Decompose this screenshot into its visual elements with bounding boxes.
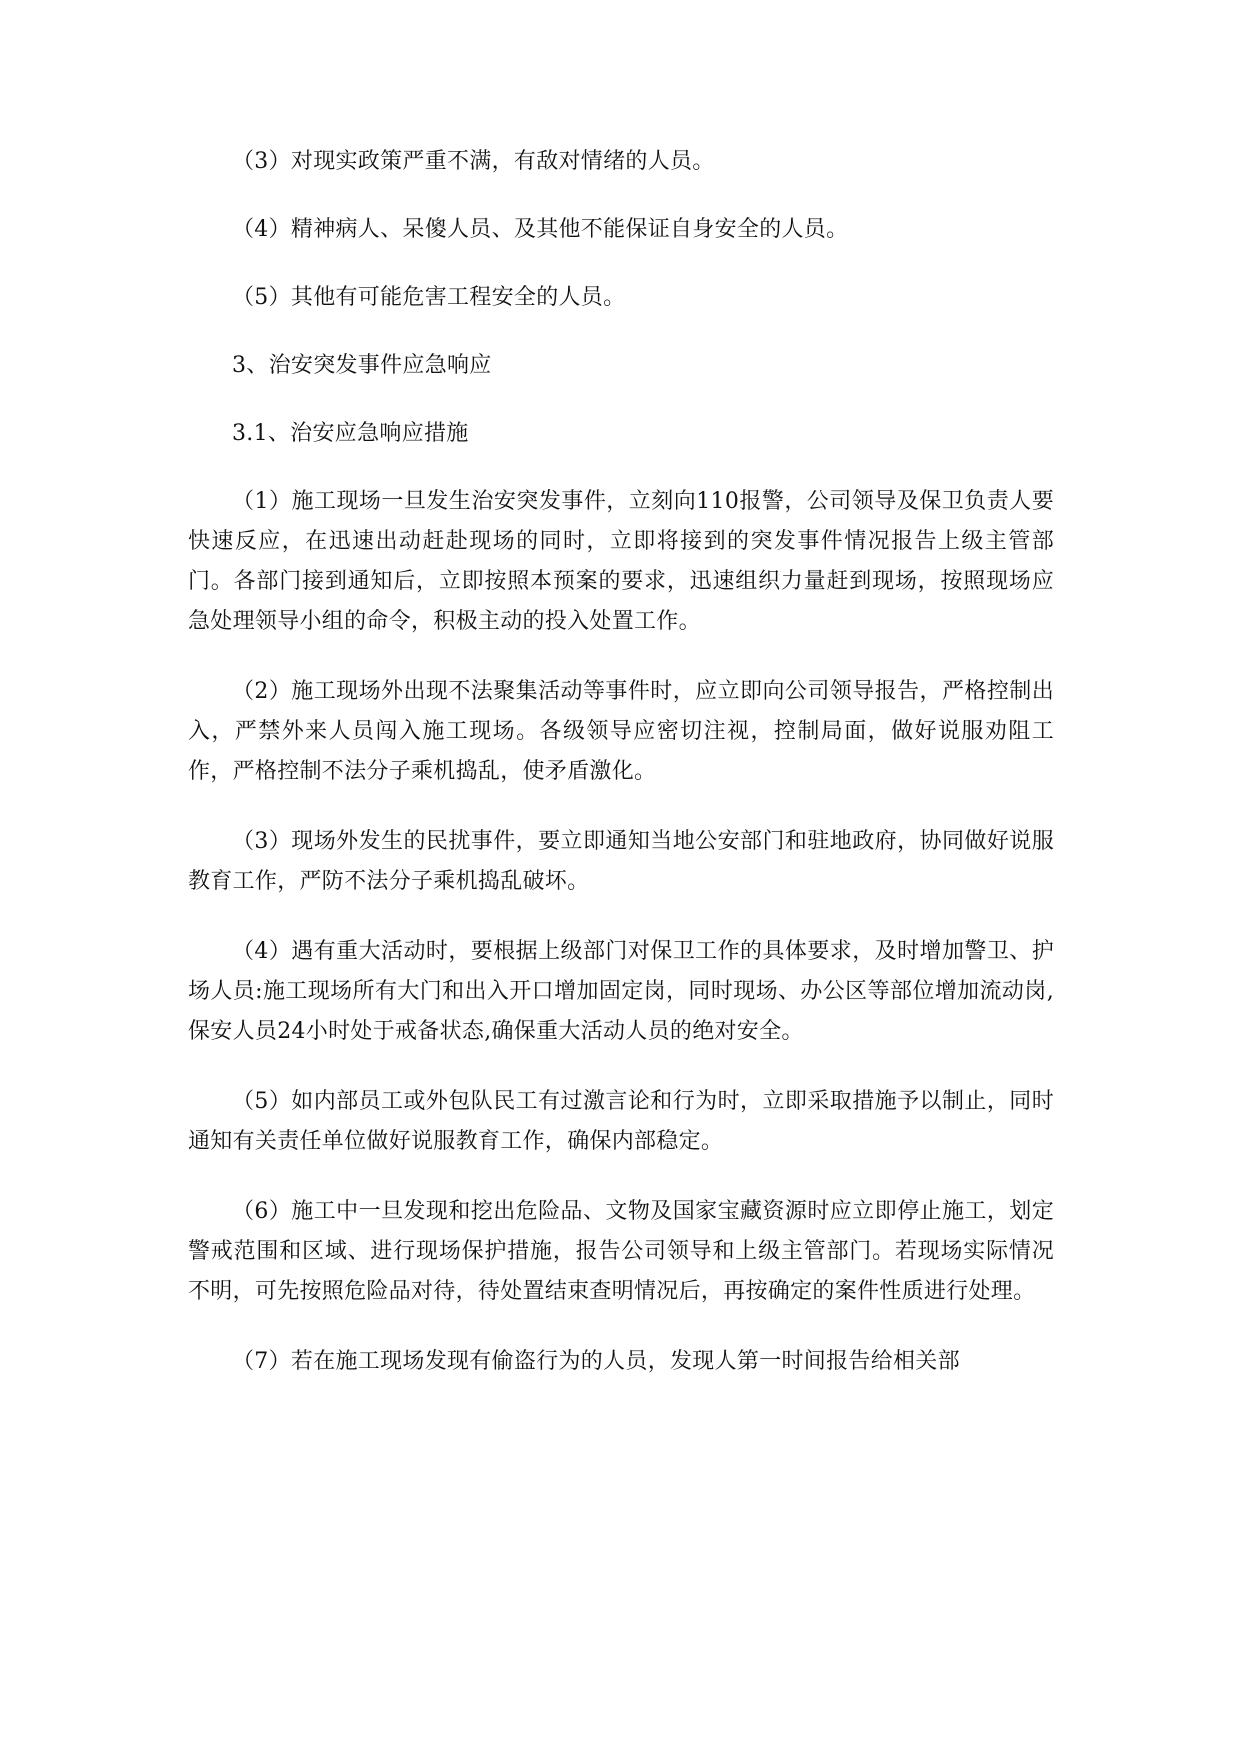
document-body — [188, 142, 1054, 1382]
measure-paragraph-6: （6）施工中一旦发现和挖出危险品、文物及国家宝藏资源时应立即停止施工，划定警戒范围和区域、进行现场保护措施，报告公司领导和上级主管部门。若现场实际情况不明，可先按照危险品对待，待处置结束查明情况后，再按确定的案件性质进行处理。 — [188, 1199, 1054, 1304]
measure-paragraph-1: （1）施工现场一旦发生治安突发事件，立刻向110报警，公司领导及保卫负责人要快速反应，在迅速出动赶赴现场的同时，立即将接到的突发事件情况报告上级主管部门。各部门接到通知后，立即按照本预案的要求，迅速组织力量赶到现场，按照现场应急处理领导小组的命令，积极主动的投入处置工作。 — [188, 489, 1054, 634]
paragraph-item-5: （5）其他有可能危害工程安全的人员。 — [232, 285, 626, 310]
paragraph-item-4: （4）精神病人、呆傻人员、及其他不能保证自身安全的人员。 — [232, 217, 849, 242]
measure-paragraph-7: （7）若在施工现场发现有偷盗行为的人员，发现人第一时间报告给相关部 — [232, 1349, 960, 1374]
measure-paragraph-3: （3）现场外发生的民扰事件，要立即通知当地公安部门和驻地政府，协同做好说服教育工作，严防不法分子乘机捣乱破坏。 — [188, 829, 1054, 894]
section-heading: 3、治安突发事件应急响应 — [232, 353, 492, 378]
subsection-heading: 3.1、治安应急响应措施 — [232, 421, 469, 446]
measure-paragraph-2: （2）施工现场外出现不法聚集活动等事件时，应立即向公司领导报告，严格控制出入，严禁外来人员闯入施工现场。各级领导应密切注视，控制局面，做好说服劝阻工作，严格控制不法分子乘机捣乱，使矛盾激化。 — [188, 679, 1054, 784]
measure-paragraph-4: （4）遇有重大活动时，要根据上级部门对保卫工作的具体要求，及时增加警卫、护场人员:施工现场所有大门和出入开口增加固定岗，同时现场、办公区等部位增加流动岗,保安人员24小时处于戒备状态,确保重大活动人员的绝对安全。 — [188, 939, 1054, 1044]
paragraph-item-3: （3）对现实政策严重不满，有敌对情绪的人员。 — [232, 149, 715, 174]
measure-paragraph-5: （5）如内部员工或外包队民工有过激言论和行为时，立即采取措施予以制止，同时通知有关责任单位做好说服教育工作，确保内部稳定。 — [188, 1089, 1054, 1154]
